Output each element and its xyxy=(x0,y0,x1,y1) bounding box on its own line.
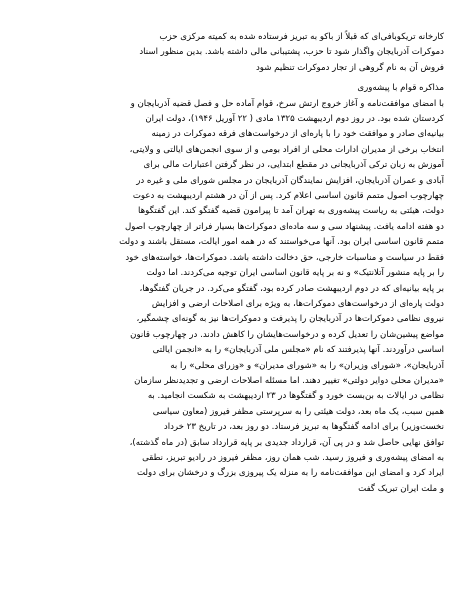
body-text-line: چهارچوب اصول متمم قانون اساسی اعلام کرد. پس از آن در هشتم اردیبهشت به دعوت xyxy=(132,191,444,202)
body-text-line: مواضع پیشین‌شان را تعدیل کرده و درخواست‌هایشان را کاهش دادند. در چهارچوب قانون xyxy=(130,329,444,340)
body-text-line: اساسی درآوردند. آنها پذیرفتند که نام «مجلس ملی آذربایجان» را به «انجمن ایالتی xyxy=(152,345,444,356)
body-text-line: دولت پاره‌ای از درخواست‌های دموکرات‌ها، به ویژه برای اصلاحات ارضی و افزایش xyxy=(151,298,444,309)
body-text-line: آبادی و عمران آذربایجان، افزایش نمایندگان آذربایجان در مجلس شورای ملی و غیره در xyxy=(136,175,444,186)
body-text-line: بر پایه بیانیه‌ای که در دوم اردیبهشت صادر کرده بود، گفتگو می‌کرد. در جریان گفتگوها، xyxy=(139,283,444,294)
body-text-line: «مدیران محلی دوایر دولتی» تغییر دهند. اما مسئله اصلاحات ارضی و تجدیدنظر سازمان xyxy=(134,375,444,386)
body-text-line: بیانیه‌ای صادر و موافقت خود را با پاره‌ای از درخواست‌های فرقه دموکرات در زمینه xyxy=(151,129,444,140)
body-text-line: همین سبب، یک ماه بعد، دولت هیئتی را به سرپرستی مظفر فیروز (معاون سیاسی xyxy=(152,406,444,417)
intro-paragraph xyxy=(18,30,444,76)
intro-text-line: فروش آن به نام گروهی از تجار دموکرات تنظیم شود xyxy=(255,62,444,73)
body-text-line: دولت، هیئتی به ریاست پیشه‌وری به تهران آمد تا پیرامون قضیه گفتگو کند. این گفتگوها xyxy=(138,206,444,217)
intro-text-line: کارخانه تریکوبافی‌ای که قبلاً از باکو به تبریز فرستاده شده به کمیته مرکزی حزب xyxy=(159,32,444,42)
body-text-line: توافق نهایی حاصل شد و در پی آن، قرارداد جدیدی بر پایه قرارداد سابق (در ماه گذشته)، xyxy=(129,437,444,448)
body-text-line: فقط در سیاست و مناسبات خارجی، حق دخالت داشته باشد. دموکرات‌ها، خواسته‌های خود xyxy=(125,252,444,263)
body-text-line: نظامی در ایالات به بن‌بست خورد و گفتگوها در ۲۳ اردیبهشت به شکست انجامید. به xyxy=(147,391,444,402)
intro-text-line: دموکرات آذربایجان واگذار شود تا حزب، پشتیبانی مالی داشته باشد. بدین منظور اسناد xyxy=(139,47,444,58)
body-text-line: دو هفته ادامه یافت. پیشنهاد سی و سه ماده‌ای دموکرات‌ها بسیار فراتر از چهارچوب اصول xyxy=(125,221,444,232)
body-text-line: نخست‌وزیر) برای ادامه گفتگوها به تبریز فرستاد. دو روز بعد، در تاریخ ۲۳ خرداد xyxy=(163,422,444,433)
section-heading: مذاکره قوام با پیشه‌وری xyxy=(357,83,444,94)
body-text-line: ایراد کرد و امضای این موافقت‌نامه را به منزله یک پیروزی بزرگ و درخشان برای دولت xyxy=(136,468,444,479)
body-text-line: نیروی نظامی دموکرات‌ها در آذربایجان را پذیرفت و دموکرات‌ها نیز به گونه‌ای چشمگیر، xyxy=(136,314,444,325)
body-text-line: و ملت ایران تبریک گفت xyxy=(358,483,444,494)
body-paragraph xyxy=(18,97,444,498)
body-text-line: را بر پایه منشور آتلانتیک» و نه بر پایه قانون اساسی ایران توجیه می‌کردند. اما دولت xyxy=(146,268,444,279)
body-text-line: با امضای موافقت‌نامه و آغاز خروج ارتش سرخ، قوام آماده حل و فصل قضیه آذربایجان و xyxy=(130,98,444,109)
body-text-line: آذربایجان»، «شورای وزیران» را به «شورای مدیران» و «وزرای محلی» را به xyxy=(170,360,444,371)
document-page xyxy=(18,30,444,497)
body-text-line: به امضای پیشه‌وری و فیروز رسید. شب همان روز، مظفر فیروز در رادیو تبریز، نطقی xyxy=(142,452,444,463)
body-text-line: متمم قانون اساسی ایران بود. آنها می‌خواستند که در همه امور ایالت، مستقل باشند و دولت xyxy=(119,237,444,248)
body-text-line: انتخاب برخی از مدیران ادارات محلی از افراد بومی و از سوی انجمن‌های ایالتی و ولایتی، xyxy=(129,144,444,155)
body-text-line: کردستان شده بود. در روز دوم اردیبهشت ۱۳۲۵ مادی ( ۲۲ آوریل ۱۹۴۶)، دولت ایران xyxy=(145,114,444,125)
body-text-line: آموزش به زبان ترکی آذربایجانی در مقطع ابتدایی، در نظر گرفتن اعتبارات مالی برای xyxy=(143,160,444,171)
